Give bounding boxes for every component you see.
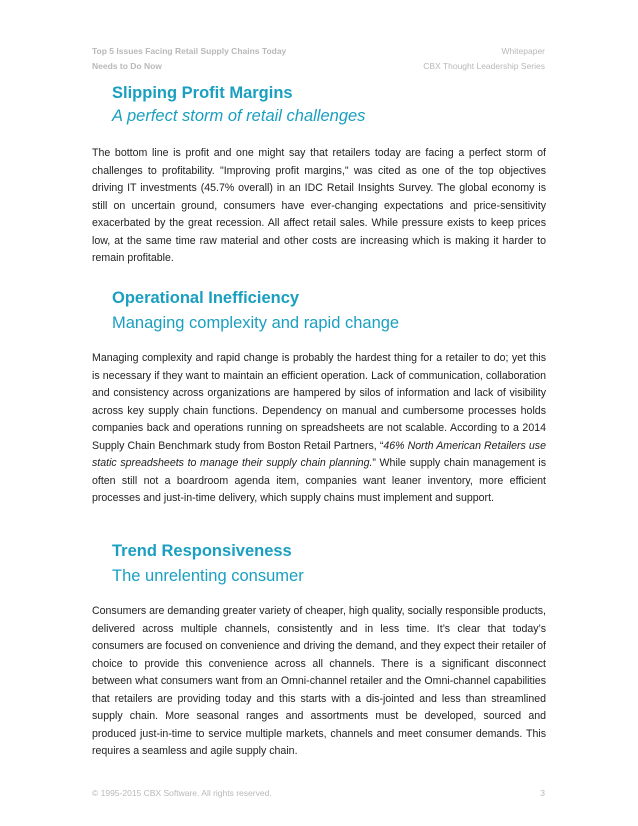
section-subtitle-operational-inefficiency: Managing complexity and rapid change xyxy=(112,314,400,332)
section-body-operational-inefficiency xyxy=(92,350,546,508)
section-title-trend-responsiveness: Trend Responsiveness xyxy=(112,542,292,560)
body-quote: 46% North American Retailers use static spreadsheets to manage their supply chain planning. xyxy=(92,439,546,469)
page-number: 3 xyxy=(540,788,545,798)
section-title-operational-inefficiency: Operational Inefficiency xyxy=(112,289,300,307)
header-doc-type: Whitepaper xyxy=(501,46,545,56)
footer-copyright: © 1995-2015 CBX Software. All rights reserved. xyxy=(92,788,272,798)
section-subtitle-profit-margins: A perfect storm of retail challenges xyxy=(112,107,366,125)
body-text-part1: Managing complexity and rapid change is probably the hardest thing for a retailer to do; yet this is necessary if they want to maintain an efficient operation. Lack of communication, collaboration and consistency across organizations are hampered by silos of information and lack of visibility across key supply chain functions. Dependency on manual and cumbersome processes holds companies back and operations running on spreadsheets are not scalable. According to a 2014 Supply Chain Benchmark study from Boston Retail Partners, “ xyxy=(92,352,546,452)
header-title-line1: Top 5 Issues Facing Retail Supply Chains Today xyxy=(92,46,287,56)
body-text-part2: ” While supply chain management is often still not a boardroom agenda item, companies want leaner inventory, more efficient processes and just-in-time delivery, which supply chains must implement and support. xyxy=(92,457,546,504)
section-body-trend-responsiveness: Consumers are demanding greater variety of cheaper, high quality, socially responsible products, delivered across multiple channels, consistently and in less time. It’s clear that today’s consumers are focused on convenience and driving the demand, and they expect their retailer of choice to provide this convenience across all channels. There is a significant disconnect between what consumers want from an Omni-channel retailer and the Omni-channel capabilities that retailers are providing today and this starts with a dis-jointed and less than streamlined supply chain. More seasonal ranges and assortments must be developed, sourced and produced just-in-time to service multiple markets, channels and meet consumer demands. This requires a seamless and agile supply chain. xyxy=(92,605,546,757)
section-title-profit-margins: Slipping Profit Margins xyxy=(112,84,293,102)
running-header-series xyxy=(423,44,545,74)
header-series-name: CBX Thought Leadership Series xyxy=(423,61,545,71)
header-title-line2: Needs to Do Now xyxy=(92,61,162,71)
running-header-title xyxy=(92,44,286,74)
section-subtitle-trend-responsiveness: The unrelenting consumer xyxy=(112,567,304,585)
section-body-profit-margins: The bottom line is profit and one might say that retailers today are facing a perfect storm of challenges to profitability. "Improving profit margins," was cited as one of the top objectives driving IT investments (45.7% overall) in an IDC Retail Insights Survey. The global economy is still on uncertain ground, consumers have ever-changing expectations and price-sensitivity exacerbated by the great recession. All affect retail sales. While pressure exists to keep prices low, at the same time raw material and other costs are increasing which is making it harder to remain profitable. xyxy=(92,147,546,264)
